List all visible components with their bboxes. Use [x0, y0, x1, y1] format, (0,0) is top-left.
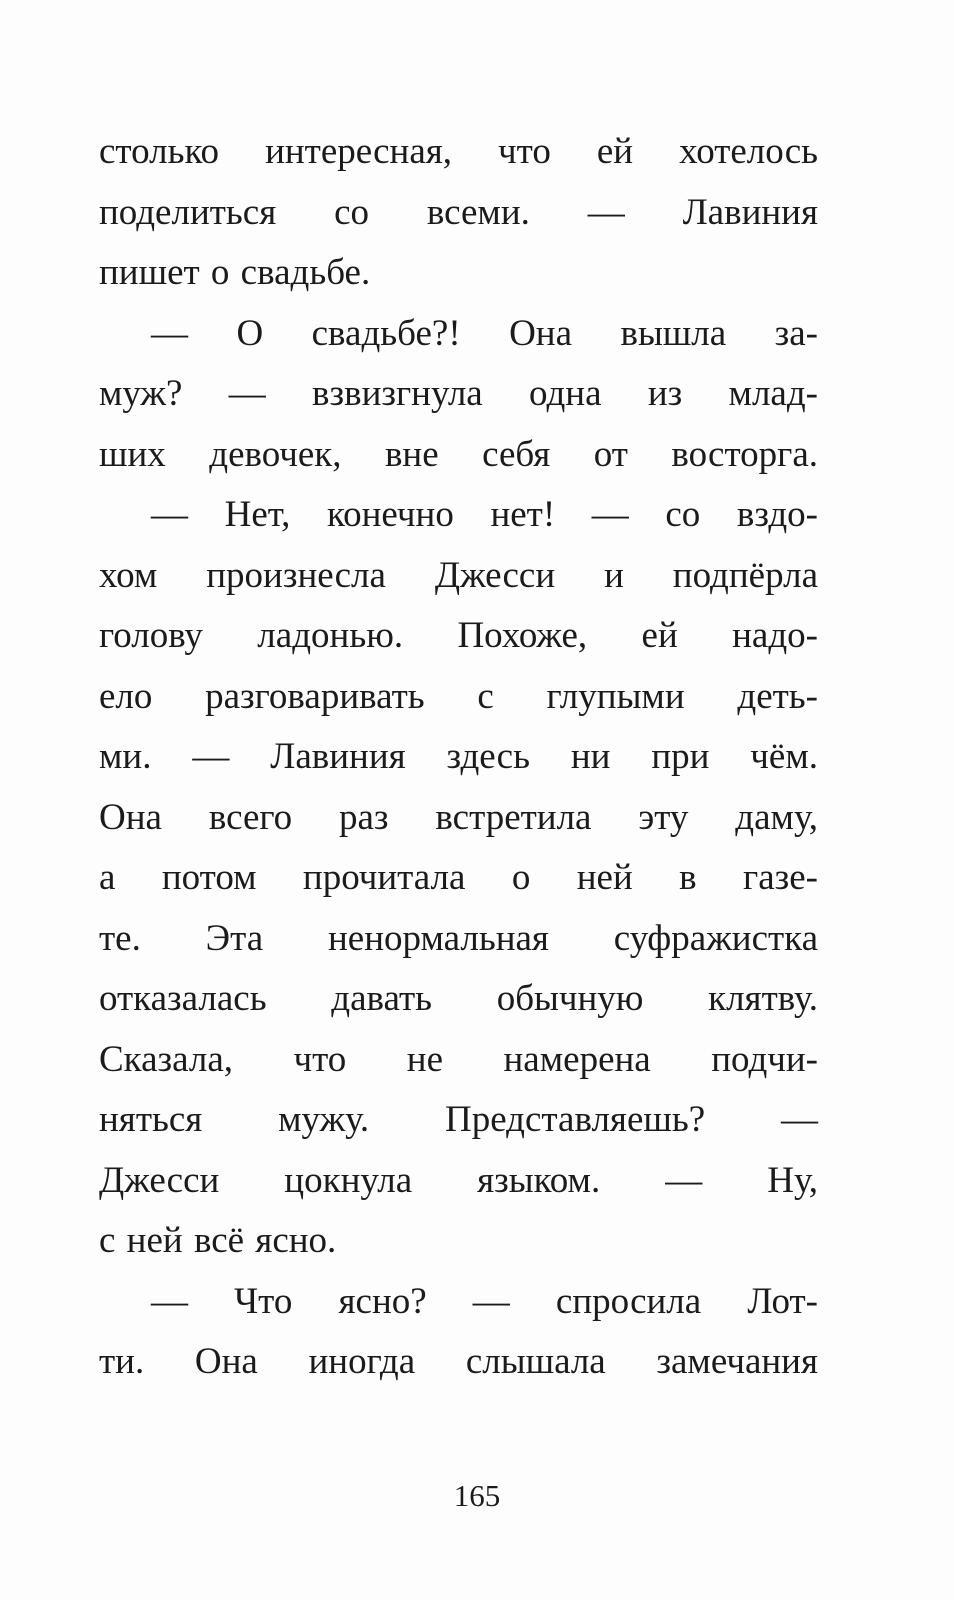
text-line: хом произнесла Джесси и подпёрла	[99, 554, 818, 596]
text-line: с ней всё ясно.	[99, 1220, 337, 1261]
text-line: те. Эта ненормальная суфражистка	[99, 917, 818, 959]
text-line: — Нет, конечно нет! — со вздо-	[151, 494, 818, 535]
text-line: Джесси цокнула языком. — Ну,	[99, 1159, 818, 1201]
text-line: столько интересная, что ей хотелось	[99, 131, 818, 172]
text-line: ти. Она иногда слышала замечания	[99, 1341, 818, 1382]
text-line: пишет о свадьбе.	[99, 252, 371, 293]
text-line: муж? — взвизгнула одна из млад-	[99, 373, 818, 414]
text-line: ело разговаривать с глупыми деть-	[99, 675, 818, 717]
text-line: отказалась давать обычную клятву.	[99, 978, 818, 1019]
text-line: Сказала, что не намерена подчи-	[99, 1038, 818, 1080]
text-line: ших девочек, вне себя от восторга.	[99, 433, 818, 475]
text-line: Она всего раз встретила эту даму,	[99, 796, 818, 838]
text-line: а потом прочитала о ней в газе-	[99, 857, 818, 898]
text-line: поделиться со всеми. — Лавиния	[99, 191, 818, 233]
body-text	[99, 122, 818, 1393]
text-line: — О свадьбе?! Она вышла за-	[151, 312, 818, 354]
page-number: 165	[453, 1478, 501, 1513]
text-line: няться мужу. Представляешь? —	[99, 1099, 818, 1140]
text-line: — Что ясно? — спросила Лот-	[151, 1280, 818, 1322]
text-line: голову ладонью. Похоже, ей надо-	[99, 615, 818, 656]
text-line: ми. — Лавиния здесь ни при чём.	[99, 736, 818, 777]
